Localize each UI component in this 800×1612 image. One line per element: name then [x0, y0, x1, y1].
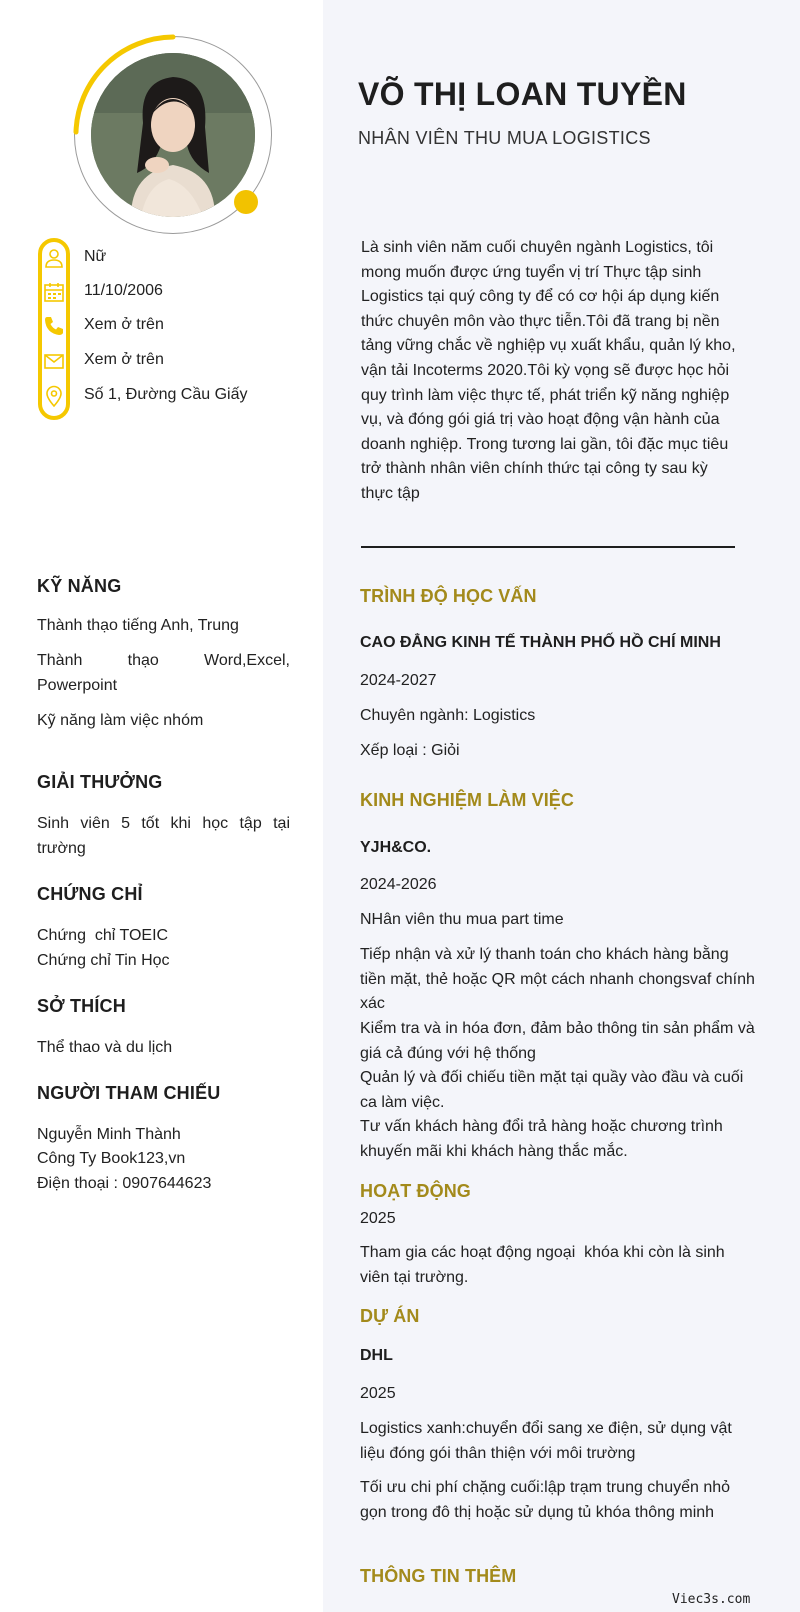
- certificates-heading: CHỨNG CHỈ: [37, 884, 143, 904]
- project-year: 2025: [360, 1385, 396, 1402]
- candidate-job-title: NHÂN VIÊN THU MUA LOGISTICS: [358, 128, 651, 148]
- mail-icon: [43, 350, 65, 372]
- phone-icon: [43, 315, 65, 337]
- hobby-item: Thể thao và du lịch: [37, 1039, 173, 1056]
- certificate-item: Chứng chỉ TOEIC: [37, 927, 169, 944]
- profile-photo: [91, 53, 255, 217]
- person-icon: [43, 247, 65, 269]
- calendar-icon: [43, 281, 65, 303]
- contact-email: [38, 347, 298, 375]
- project-name: DHL: [360, 1347, 393, 1364]
- experience-period: 2024-2026: [360, 876, 437, 893]
- project-item: Tối ưu chi phí chặng cuối:lập trạm trung chuyển nhỏ gọn trong đô thị hoặc sử dụng tủ khóa thông minh: [360, 1479, 731, 1521]
- awards-heading: GIẢI THƯỞNG: [37, 772, 163, 792]
- activity-description: Tham gia các hoạt động ngoại khóa khi còn là sinh viên tại trường.: [360, 1244, 730, 1286]
- contact-email-text: Xem ở trên: [84, 351, 164, 368]
- education-school: CAO ĐẲNG KINH TẾ THÀNH PHỐ HỒ CHÍ MINH: [360, 634, 721, 651]
- contact-address-text: Số 1, Đường Cầu Giấy: [84, 386, 248, 403]
- profile-photo-image: [91, 53, 255, 217]
- experience-duty: Tư vấn khách hàng đổi trả hàng hoặc chương trình khuyến mãi khi khách hàng thắc mắc.: [360, 1118, 723, 1160]
- education-major: Chuyên ngành: Logistics: [360, 707, 536, 724]
- references-heading: NGƯỜI THAM CHIẾU: [37, 1083, 221, 1103]
- contact-gender: [38, 244, 298, 272]
- experience-heading: KINH NGHIỆM LÀM VIỆC: [360, 790, 575, 810]
- location-pin-icon: [43, 385, 65, 407]
- experience-duty: Tiếp nhận và xử lý thanh toán cho khách hàng bằng tiền mặt, thẻ hoặc QR một cách nhanh chongsvaf chính xác: [360, 946, 755, 1012]
- education-period: 2024-2027: [360, 672, 437, 689]
- activities-heading: HOẠT ĐỘNG: [360, 1181, 471, 1201]
- reference-company: Công Ty Book123,vn: [37, 1150, 186, 1167]
- experience-company: YJH&CO.: [360, 839, 432, 856]
- award-item: Sinh viên 5 tốt khi học tập tại trường: [37, 815, 290, 857]
- projects-heading: DỰ ÁN: [360, 1306, 420, 1326]
- contact-phone-text: Xem ở trên: [84, 316, 164, 333]
- watermark: Viec3s.com: [672, 1592, 751, 1607]
- contact-gender-text: Nữ: [84, 248, 107, 265]
- section-divider: [361, 546, 735, 548]
- avatar-accent-dot: [234, 190, 258, 214]
- contact-phone: [38, 312, 298, 340]
- experience-position: NHân viên thu mua part time: [360, 911, 564, 928]
- education-heading: TRÌNH ĐỘ HỌC VẤN: [360, 586, 537, 606]
- contact-birthday: [38, 278, 298, 306]
- reference-phone: Điện thoại : 0907644623: [37, 1175, 212, 1192]
- hobbies-heading: SỞ THÍCH: [37, 996, 126, 1016]
- candidate-name: VÕ THỊ LOAN TUYỀN: [358, 76, 687, 112]
- career-objective: Là sinh viên năm cuối chuyên ngành Logistics, tôi mong muốn được ứng tuyển vị trí Thực tập sinh Logistics tại quý công ty để có cơ hội áp dụng kiến thức chuyên môn vào thực tiễn.Tôi đã trang bị nền tảng vững chắc về nghiệp vụ xuất khẩu, quản lý kho, vận tải Incoterms 2020.Tôi kỳ vọng sẽ được học hỏi quy trình làm việc thực tế, phát triển kỹ năng nghiệp vụ, và đóng gói giá trị vào hoạt động vận hành của doanh nghiệp. Trong tương lai gần, tôi đặc mục tiêu trở thành nhân viên chính thức tại công ty sau kỳ thực tập: [361, 239, 736, 502]
- additional-info-heading: THÔNG TIN THÊM: [360, 1566, 517, 1586]
- contact-address: [38, 382, 298, 410]
- education-grade: Xếp loại : Giỏi: [360, 742, 460, 759]
- contact-birthday-text: 11/10/2006: [84, 282, 163, 299]
- skill-item: Thành thạo Word,Excel,: [37, 652, 290, 669]
- skill-item: Thành thạo tiếng Anh, Trung: [37, 617, 239, 634]
- skill-item: Powerpoint: [37, 677, 118, 694]
- experience-duty: Kiểm tra và in hóa đơn, đảm bảo thông tin sản phẩm và giá cả đúng với hệ thống: [360, 1020, 755, 1062]
- activity-year: 2025: [360, 1210, 396, 1227]
- certificate-item: Chứng chỉ Tin Học: [37, 952, 170, 969]
- avatar: [74, 36, 272, 234]
- skill-item: Kỹ năng làm việc nhóm: [37, 712, 204, 729]
- experience-duty: Quản lý và đối chiếu tiền mặt tại quầy vào đầu và cuối ca làm việc.: [360, 1069, 744, 1111]
- skills-heading: KỸ NĂNG: [37, 576, 122, 596]
- reference-name: Nguyễn Minh Thành: [37, 1126, 181, 1143]
- project-item: Logistics xanh:chuyển đổi sang xe điện, sử dụng vật liệu đóng gói thân thiện với môi trường: [360, 1420, 732, 1462]
